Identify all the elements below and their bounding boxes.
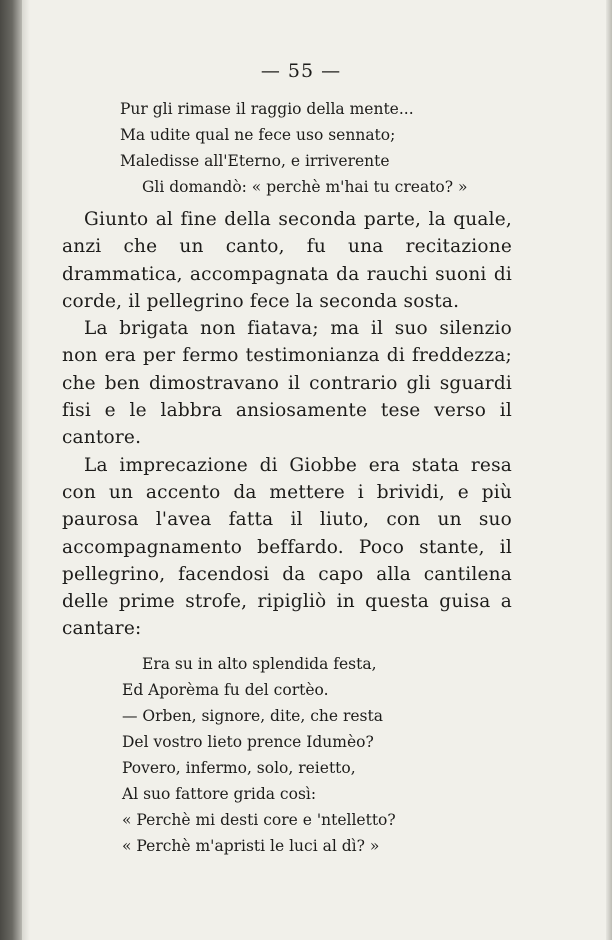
verse-line: Ma udite qual ne fece uso sennato; bbox=[120, 126, 396, 144]
verse-stanza-top bbox=[62, 96, 512, 200]
book-spine-shadow bbox=[0, 0, 22, 940]
verse-line: Ed Aporèma fu del cortèo. bbox=[122, 680, 329, 699]
paragraph: La imprecazione di Giobbe era stata resa con un accento da mettere i brividi, e più paurosa l'avea fatta il liuto, con un suo accompagnamento beffardo. Poco stante, il pellegrino, facendosi da capo alla cantilena delle prime strofe, ripigliò in questa guisa a cantare: bbox=[62, 454, 512, 640]
page-edge bbox=[606, 0, 612, 940]
page-number: — 55 — bbox=[260, 60, 342, 82]
verse-line: Povero, infermo, solo, reietto, bbox=[122, 758, 356, 777]
verse-line: Pur gli rimase il raggio della mente... bbox=[120, 100, 414, 118]
verse-line: « Perchè mi desti core e 'ntelletto? bbox=[122, 810, 396, 829]
verse-line: Al suo fattore grida così: bbox=[122, 784, 317, 803]
verse-line: Gli domandò: « perchè m'hai tu creato? » bbox=[142, 178, 468, 196]
verse-line: Maledisse all'Eterno, e irriverente bbox=[120, 152, 390, 170]
paragraph: La brigata non fiatava; ma il suo silenzio non era per fermo testimonianza di freddezza; che ben dimostravano il contrario gli sguardi fisi e le labbra ansiosamente tese verso il cantore. bbox=[62, 318, 512, 449]
verse-line: Era su in alto splendida festa, bbox=[142, 654, 377, 673]
verse-line: Del vostro lieto prence Idumèo? bbox=[122, 732, 374, 751]
verse-line: — Orben, signore, dite, che resta bbox=[122, 706, 383, 725]
verse-stanza-bottom bbox=[62, 651, 512, 859]
verse-line: « Perchè m'apristi le luci al dì? » bbox=[122, 836, 380, 855]
prose-body bbox=[62, 206, 512, 643]
paragraph: Giunto al fine della seconda parte, la quale, anzi che un canto, fu una recitazione drammatica, accompagnata da rauchi suoni di corde, il pellegrino fece la seconda sosta. bbox=[62, 209, 512, 312]
gutter-fade bbox=[22, 0, 30, 940]
book-page bbox=[62, 60, 512, 859]
